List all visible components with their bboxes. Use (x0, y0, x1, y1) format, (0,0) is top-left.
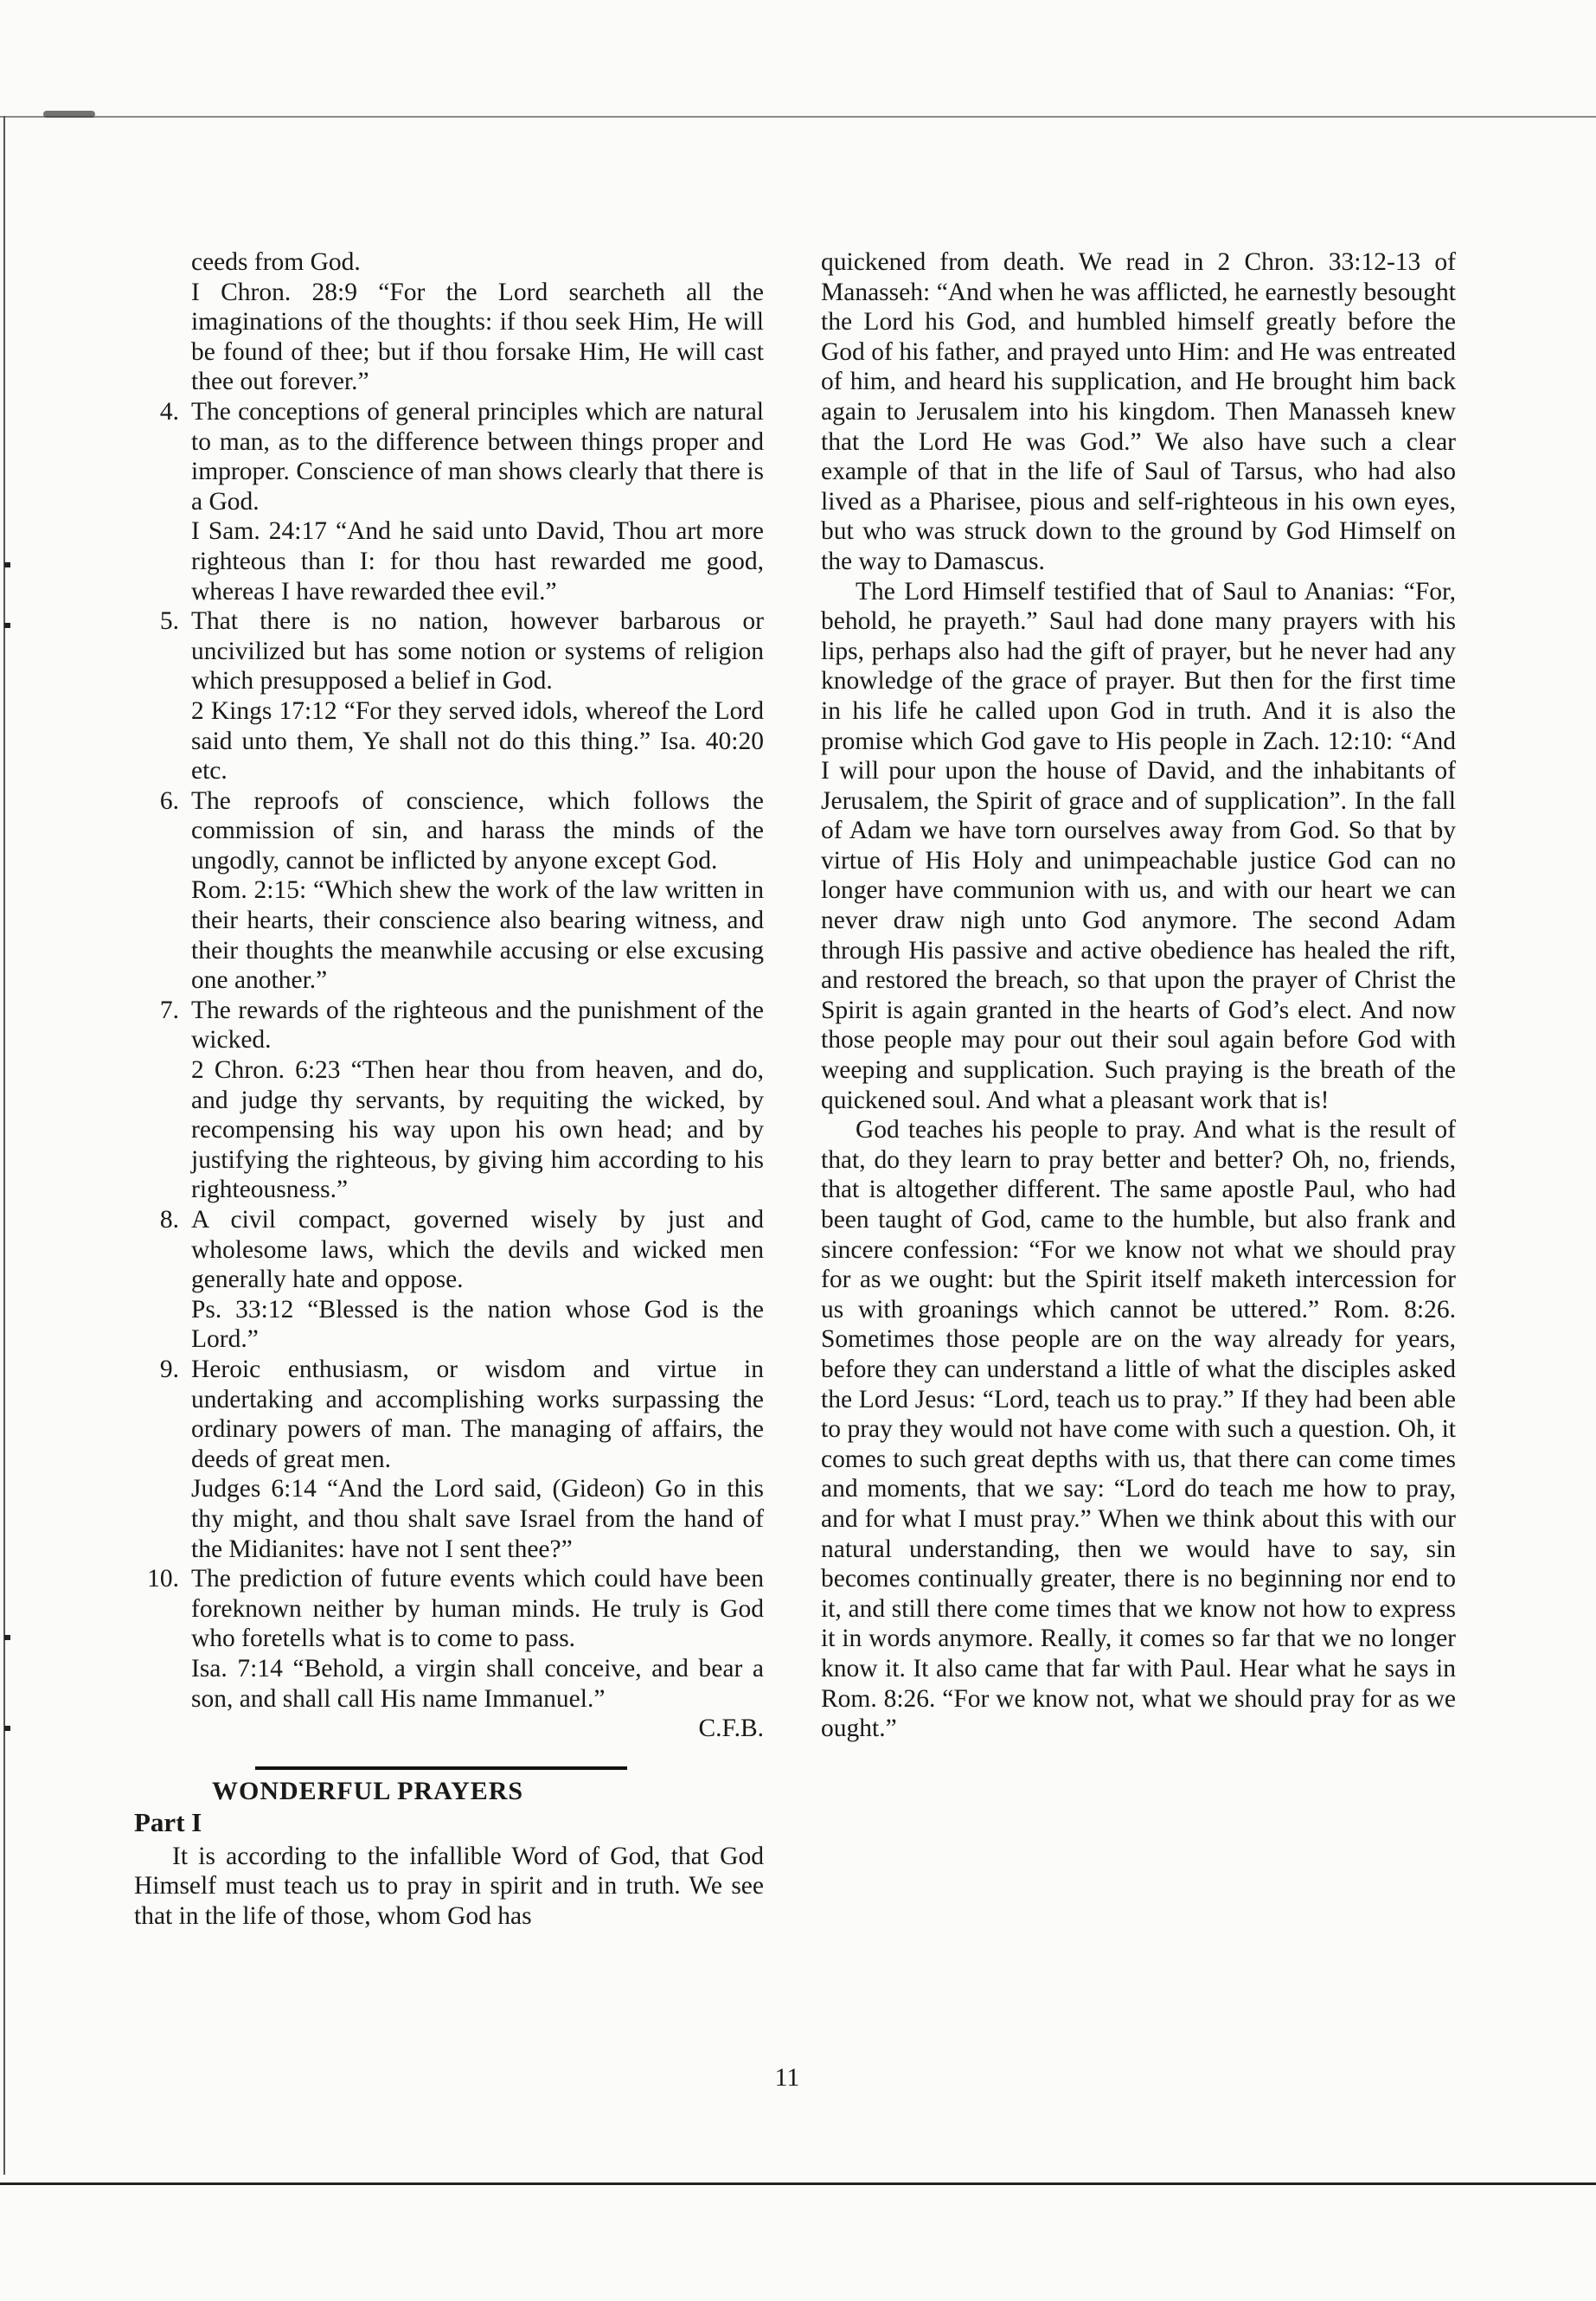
item-text: Heroic enthusiasm, or wisdom and virtue in undertaking and accomplishing works surpassing the ordinary powers of man. The managing of affairs, the deeds of great men. (191, 1355, 764, 1473)
bottom-rule (0, 2182, 1596, 2185)
item-reference: Ps. 33:12 “Blessed is the nation whose God is the Lord.” (191, 1295, 764, 1354)
scan-smudge (43, 111, 95, 118)
margin-mark (4, 1726, 10, 1731)
item-text: The prediction of future events which could have been foreknown neither by human minds. He truly is God who foretells what is to come to pass. (191, 1565, 764, 1653)
item-reference: 2 Kings 17:12 “For they served idols, whereof the Lord said unto them, Ye shall not do this thing.” Isa. 40:20 etc. (191, 696, 764, 785)
item-number: 5. (159, 607, 179, 636)
item-text: A civil compact, governed wisely by just and wholesome laws, which the devils and wicked men generally hate and oppose. (191, 1206, 764, 1294)
list-item (134, 1205, 764, 1355)
item-number: 6. (159, 786, 179, 815)
margin-mark (4, 562, 10, 567)
item-text: The conceptions of general principles which are natural to man, as to the difference between things proper and improper. Conscience of man shows clearly that there is a God. (191, 397, 764, 516)
top-rule (0, 116, 1596, 118)
item-number: 9. (159, 1355, 179, 1383)
item-text: The reproofs of conscience, which follows the commission of sin, and harass the minds of the ungodly, cannot be inflicted by anyone except God. (191, 786, 764, 875)
margin-mark (4, 1635, 10, 1640)
item-reference: I Sam. 24:17 “And he said unto David, Thou art more righteous than I: for thou hast rewarded me good, whereas I have rewarded thee evil.” (191, 517, 764, 606)
left-column (134, 247, 764, 1932)
item-reference: Judges 6:14 “And the Lord said, (Gideon) Go in this thy might, and thou shalt save Israel from the hand of the Midianites: have not I sent thee?” (191, 1475, 764, 1563)
lead-line: I Chron. 28:9 “For the Lord searcheth all the imaginations of the thoughts: if thou seek Him, He will be found of thee; but if thou forsake Him, He will cast thee out forever.” (191, 278, 764, 396)
article-paragraph: It is according to the infallible Word of God, that God Himself must teach us to pray in spirit and in truth. We see that in the life of those, whom God has (134, 1842, 764, 1931)
left-edge-rule (3, 116, 5, 2175)
item-reference: Isa. 7:14 “Behold, a virgin shall conceive, and bear a son, and shall call His name Immanuel.” (191, 1654, 764, 1713)
signature: C.F.B. (698, 1715, 764, 1743)
list-item (134, 397, 764, 606)
list-item (134, 1564, 764, 1714)
item-text: That there is no nation, however barbarous or uncivilized but has some notion or systems of religion which presupposed a belief in God. (191, 607, 764, 695)
list-item (134, 606, 764, 786)
item-reference: 2 Chron. 6:23 “Then hear thou from heaven, and do, and judge thy servants, by requiting the wicked, by recompensing his way upon his own head; and by justifying the righteous, by giving him according to his righteousness.” (191, 1056, 764, 1204)
article-paragraph: quickened from death. We read in 2 Chron. 33:12-13 of Manasseh: “And when he was afflicted, he earnestly besought the Lord his God, and humbled himself greatly before the God of his father, and prayed unto Him: and He was entreated of him, and heard his supplication, and He brought him back again to Jerusalem into his kingdom. Then Manasseh knew that the Lord He was God.” We also have such a clear example of that in the life of Saul of Tarsus, who had also lived as a Pharisee, pious and self-righteous in his own eyes, but who was struck down to the ground by God Himself on the way to Damascus. (821, 248, 1456, 575)
right-column (821, 247, 1456, 1744)
list-item (134, 1355, 764, 1564)
article-paragraph: The Lord Himself testified that of Saul to Ananias: “For, behold, he prayeth.” Saul had done many prayers with his lips, perhaps also had the gift of prayer, but he never had any knowledge of the grace of prayer. But then for the first time in his life he called upon God in truth. And it is also the promise which God gave to His people in Zach. 12:10: “And I will pour upon the house of David, and the inhabitants of Jerusalem, the Spirit of grace and of supplication”. In the fall of Adam we have torn ourselves away from God. So that by virtue of His Holy and unimpeachable justice God can no longer have communion with us, and with our heart we can never draw nigh unto God anymore. The second Adam through His passive and active obedience has healed the rift, and restored the breach, so that upon the prayer of Christ the Spirit is again granted in the hearts of God’s elect. And now those people may pour out their soul again before God with weeping and supplication. Such praying is the breath of the quickened soul. And what a pleasant work that is! (821, 577, 1456, 1114)
item-number: 4. (159, 397, 179, 426)
list-item (134, 786, 764, 996)
section-divider (255, 1766, 627, 1770)
item-text: The rewards of the righteous and the punishment of the wicked. (191, 996, 764, 1054)
item-number: 10. (147, 1565, 179, 1593)
margin-mark (4, 623, 10, 628)
article-paragraph: God teaches his people to pray. And what is the result of that, do they learn to pray better and better? Oh, no, friends, that is altogether different. The same apostle Paul, who had been taught of God, came to the humble, but also frank and sincere confession: “For we know not what we should pray for as we ought: but the Spirit itself maketh intercession for us with groanings which cannot be uttered.” Rom. 8:26. Sometimes those people are on the way already for years, before they can understand a little of what the disciples asked the Lord Jesus: “Lord, teach us to pray.” If they had been able to pray they would not have come with such a question. Oh, it comes to such great depths with us, that there can come times and moments, that we say: “Lord do teach me how to pray, and for what I must pray.” When we think about this with our natural understanding, then we would have to say, sin becomes continually greater, there is no beginning nor end to it, and still there come times that we know not how to express it in words anymore. Really, it comes so far that we no longer know it. It also came that far with Paul. Hear what he says in Rom. 8:26. “For we know not, what we should pray for as we ought.” (821, 1116, 1456, 1743)
article-title: WONDERFUL PRAYERS (212, 1776, 524, 1805)
item-number: 7. (159, 996, 179, 1024)
item-number: 8. (159, 1206, 179, 1234)
part-heading: Part I (134, 1807, 202, 1838)
item-reference: Rom. 2:15: “Which shew the work of the law written in their hearts, their conscience also bearing witness, and their thoughts the meanwhile accusing or else excusing one another.” (191, 876, 764, 995)
page-number: 11 (774, 2063, 800, 2092)
lead-line: ceeds from God. (191, 248, 361, 276)
list-item (134, 996, 764, 1205)
